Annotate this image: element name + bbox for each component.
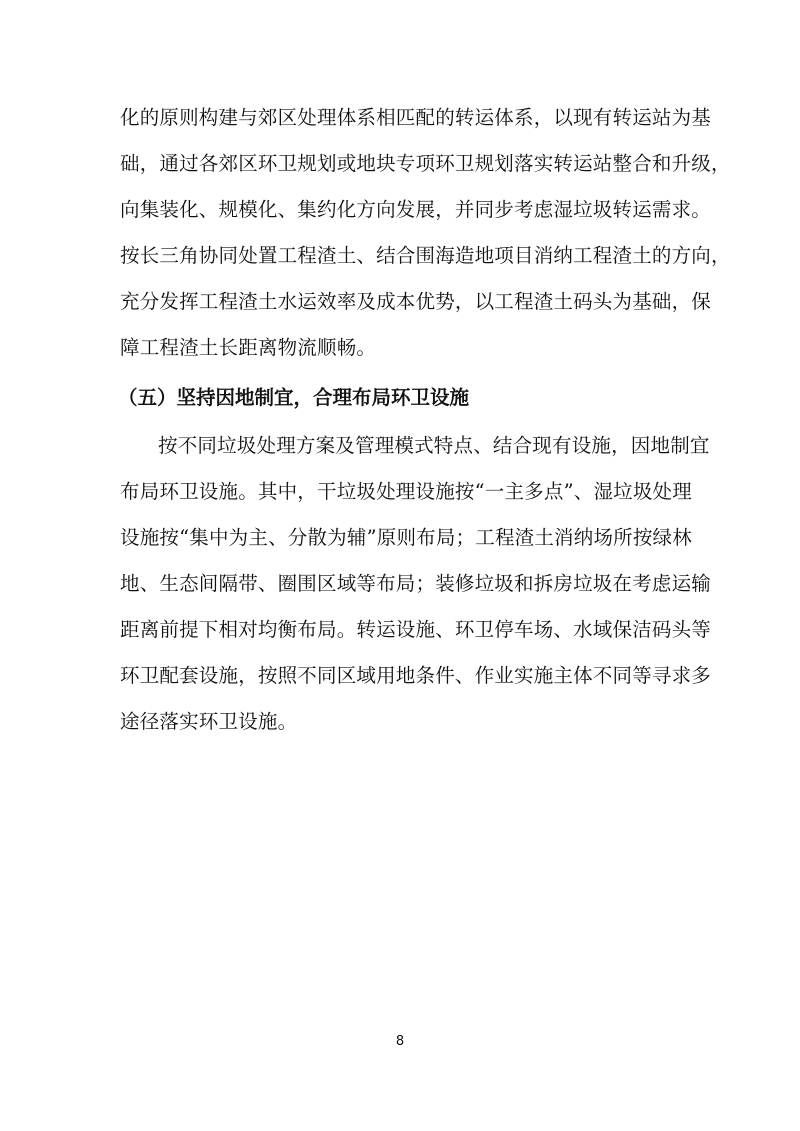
- body-text-line: 障工程渣土长距离物流顺畅。: [120, 336, 377, 359]
- body-text-line: 布局环卫设施。其中，干垃圾处理设施按“一主多点”、湿垃圾处理: [120, 480, 692, 503]
- body-text-line: 化的原则构建与郊区处理体系相匹配的转运体系，以现有转运站为基: [120, 106, 712, 129]
- body-text-line: 按长三角协同处置工程渣土、结合围海造地项目消纳工程渣土的方向，: [120, 244, 731, 267]
- body-text-line: 环卫配套设施，按照不同区域用地条件、作业实施主体不同等寻求多: [120, 664, 712, 687]
- body-text-line: 础，通过各郊区环卫规划或地块专项环卫规划落实转运站整合和升级，: [120, 152, 731, 175]
- body-text-line: 距离前提下相对均衡布局。转运设施、环卫停车场、水域保洁码头等: [120, 618, 712, 641]
- body-text-line: 充分发挥工程渣土水运效率及成本优势，以工程渣土码头为基础，保: [120, 290, 712, 313]
- section-heading: （五）坚持因地制宜，合理布局环卫设施: [118, 386, 470, 409]
- body-text-line: 按不同垃圾处理方案及管理模式特点、结合现有设施，因地制宜: [158, 434, 710, 457]
- body-text-line: 向集装化、规模化、集约化方向发展，并同步考虑湿垃圾转运需求。: [120, 198, 712, 221]
- body-text-line: 设施按“集中为主、分散为辅”原则布局；工程渣土消纳场所按绿林: [120, 526, 692, 549]
- body-text-line: 途径落实环卫设施。: [120, 710, 298, 733]
- page-number: 8: [395, 1034, 405, 1049]
- body-text-line: 地、生态间隔带、圈围区域等布局；装修垃圾和拆房垃圾在考虑运输: [120, 572, 712, 595]
